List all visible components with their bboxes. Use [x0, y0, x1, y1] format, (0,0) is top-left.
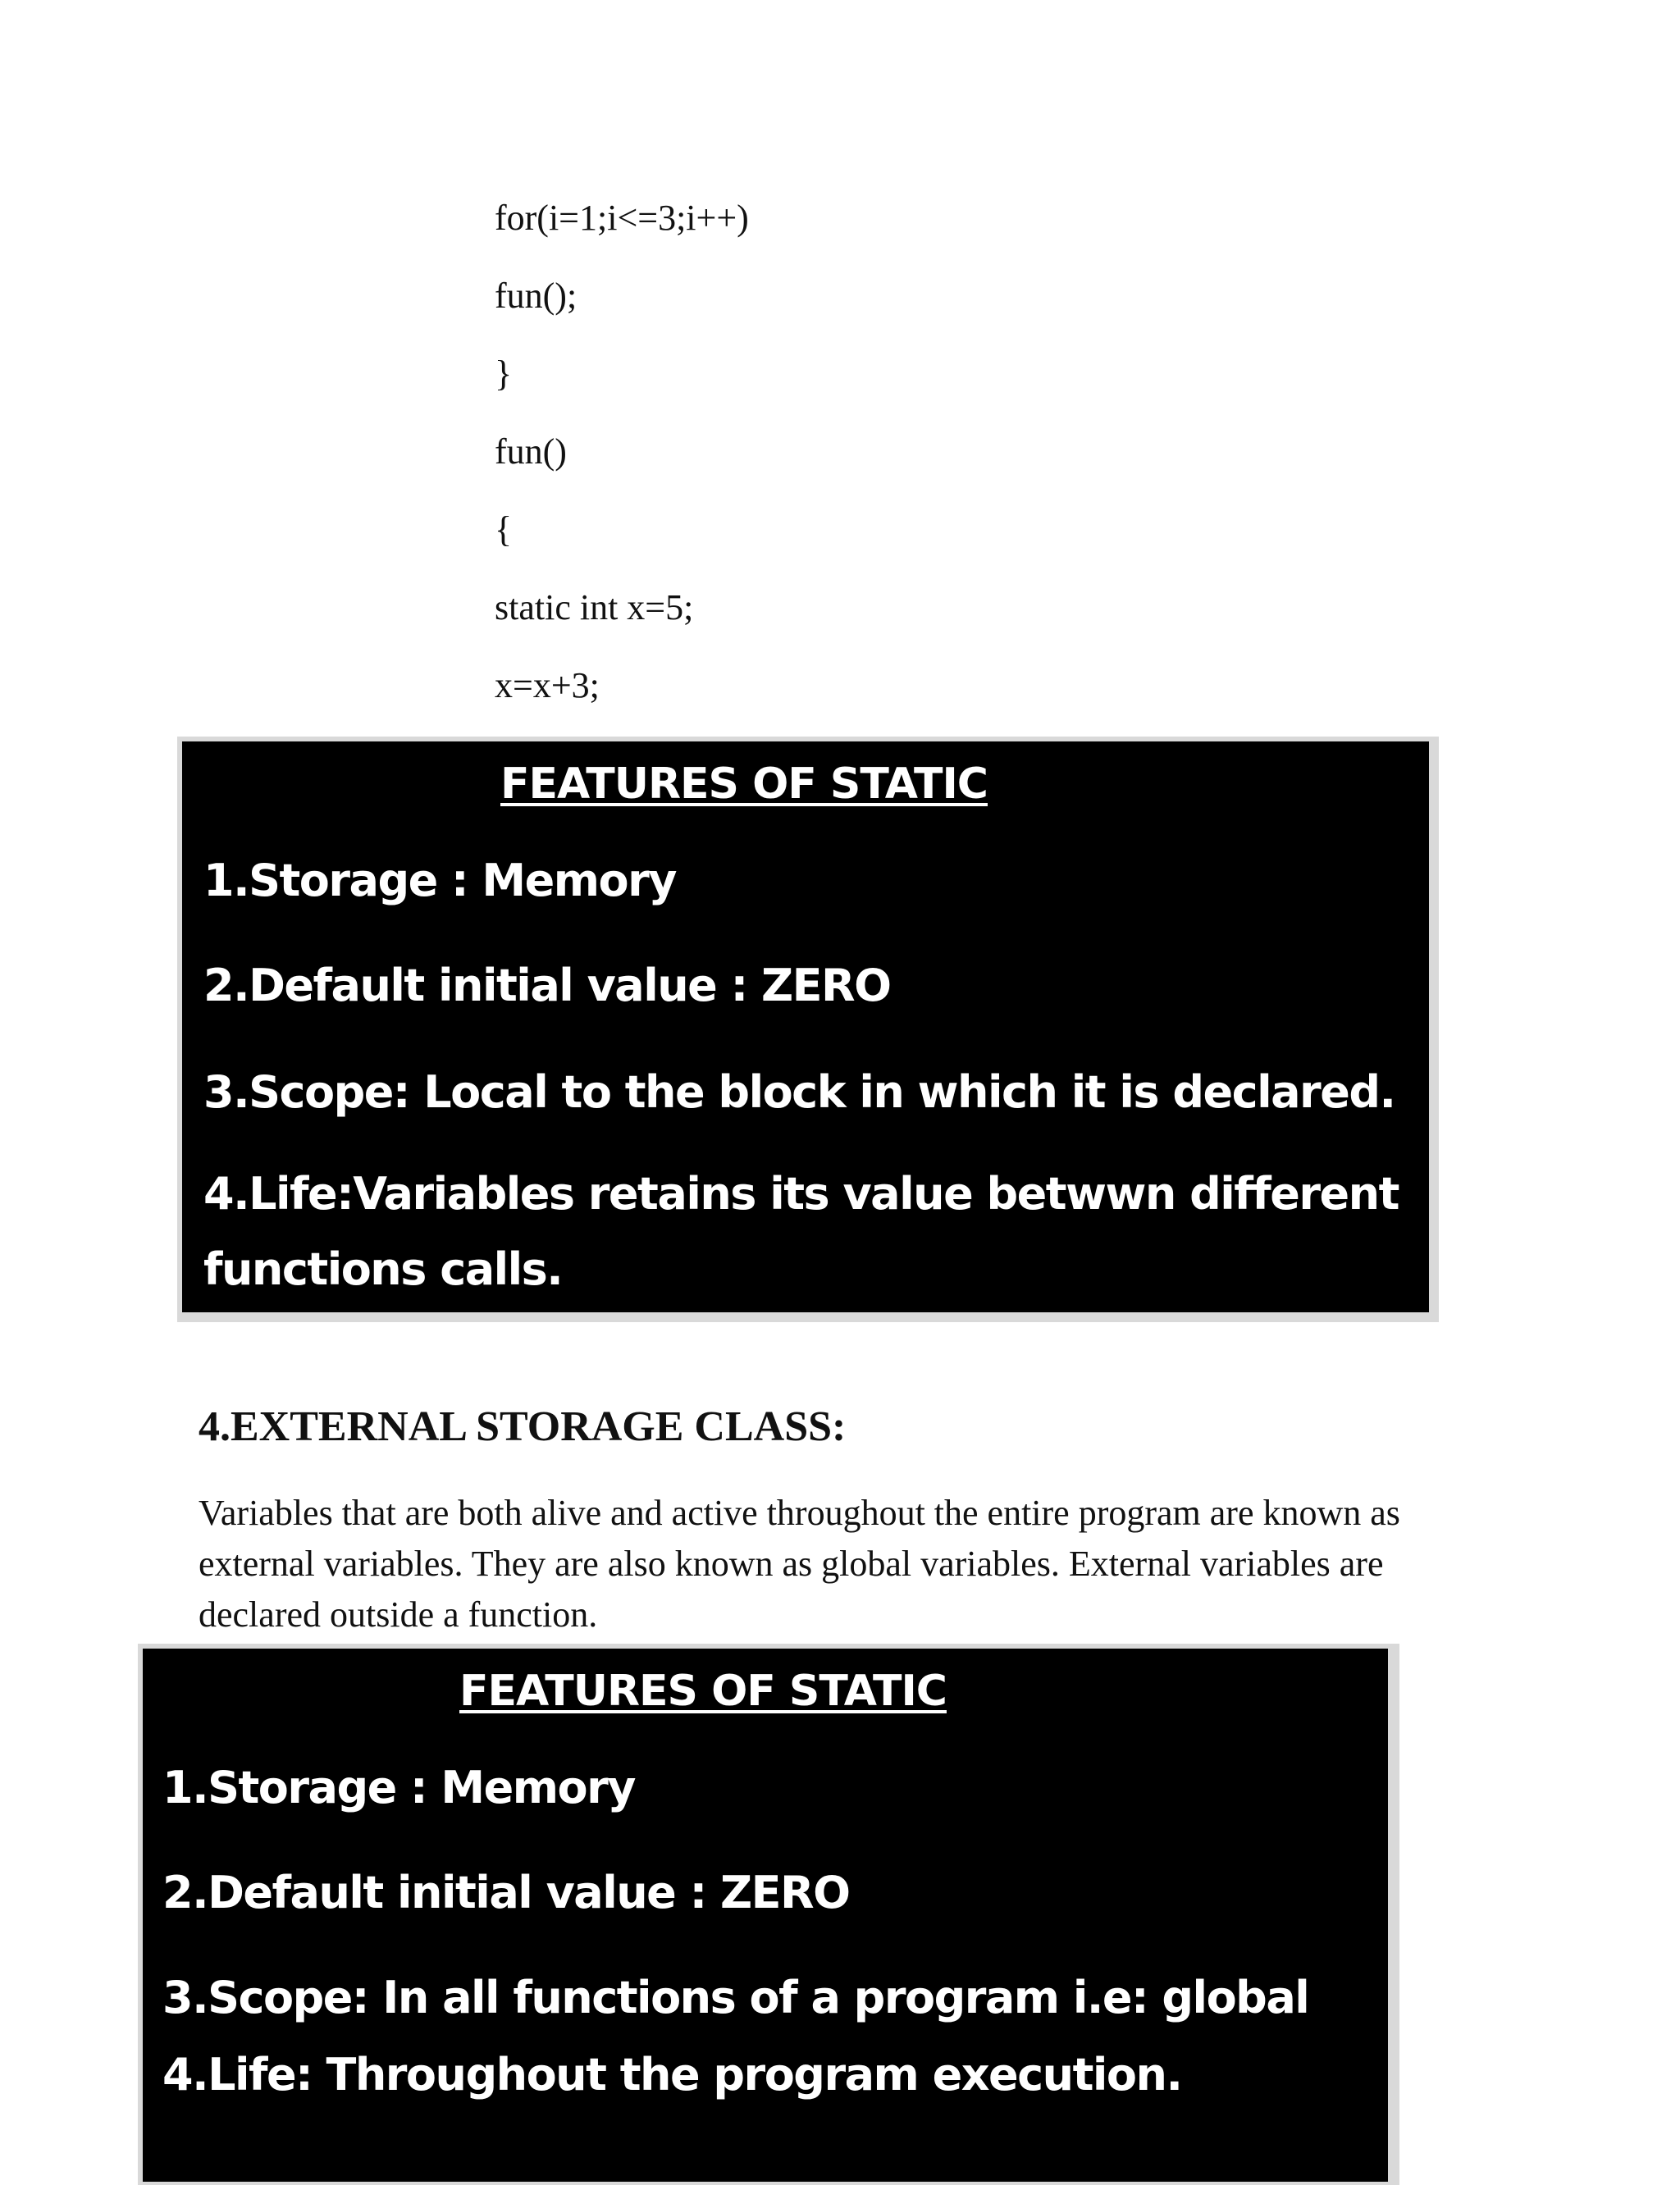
- features-title: FEATURES OF STATIC: [500, 760, 988, 809]
- code-line: fun();: [495, 276, 578, 316]
- feature-life: 4.Life: Throughout the program execution.: [162, 2049, 1182, 2101]
- feature-storage: 1.Storage : Memory: [162, 1762, 635, 1813]
- feature-scope: 3.Scope: Local to the block in which it is declared.: [203, 1066, 1395, 1118]
- feature-default-value: 2.Default initial value : ZERO: [203, 960, 891, 1011]
- feature-scope: 3.Scope: In all functions of a program i.e: global: [162, 1972, 1309, 2023]
- feature-life-continued: functions calls.: [203, 1243, 563, 1295]
- section-paragraph: Variables that are both alive and active throughout the entire program are known as external variables. They are also known as global variables. External variables are declared outside a function.: [199, 1493, 1400, 1635]
- code-line: {: [495, 509, 513, 550]
- feature-life: 4.Life:Variables retains its value betwwn different: [203, 1168, 1399, 1220]
- code-line: fun(): [495, 431, 567, 472]
- code-line: for(i=1;i<=3;i++): [495, 198, 749, 238]
- feature-storage: 1.Storage : Memory: [203, 855, 676, 906]
- features-box-external: [143, 1649, 1388, 2182]
- code-line: x=x+3;: [495, 665, 600, 705]
- feature-default-value: 2.Default initial value : ZERO: [162, 1867, 850, 1918]
- features-box-static: [182, 741, 1429, 1312]
- section-heading: 4.EXTERNAL STORAGE CLASS:: [199, 1403, 847, 1450]
- code-line: }: [495, 354, 513, 394]
- code-line: static int x=5;: [495, 587, 694, 627]
- features-title: FEATURES OF STATIC: [459, 1667, 947, 1716]
